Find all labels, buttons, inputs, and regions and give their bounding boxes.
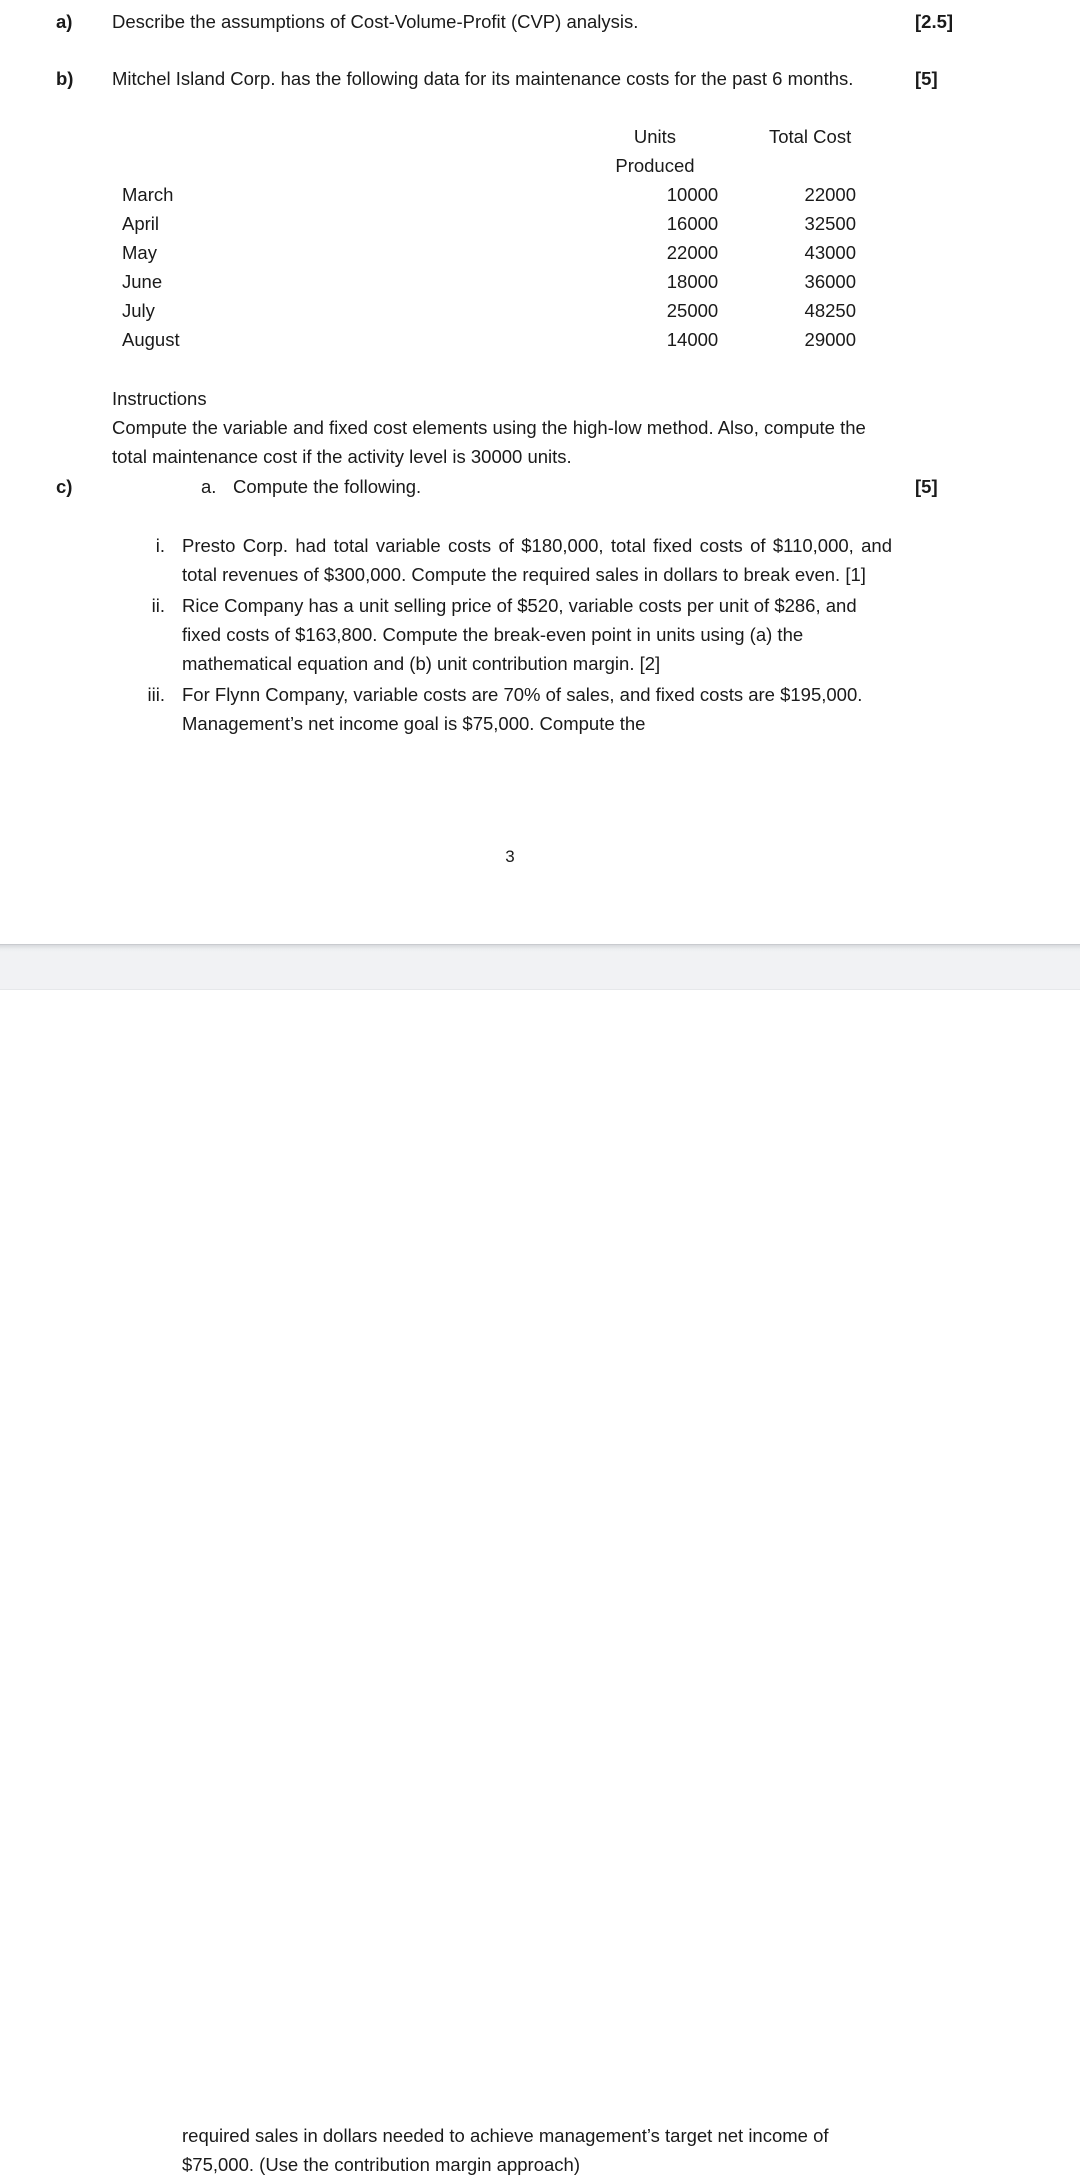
table-row — [112, 209, 872, 238]
list-item-text: For Flynn Company, variable costs are 70% of sales, and fixed costs are $195,000. Management’s net income goal is $75,000. Compute the — [182, 684, 863, 734]
cell-units-produced: 16000 — [666, 213, 719, 234]
list-item-numeral: iii. — [147, 684, 165, 705]
table-body — [112, 180, 872, 354]
list-item — [140, 531, 892, 589]
cell-units-produced: 18000 — [666, 271, 719, 292]
question-c-marks: [5] — [915, 476, 938, 497]
table-row — [112, 296, 872, 325]
question-a-row — [56, 7, 896, 36]
cell-total-cost: 36000 — [804, 271, 856, 292]
instructions-heading: Instructions — [112, 388, 207, 409]
maintenance-cost-table — [112, 122, 872, 354]
list-item-text: Rice Company has a unit selling price of $520, variable costs per unit of $286, and fixed costs of $163,800. Compute the break-even point in units using (a) the mathematical equation and (b) unit contribution margin. [2] — [182, 595, 857, 674]
table-row — [112, 180, 872, 209]
table-row — [112, 267, 872, 296]
question-a-text: Describe the assumptions of Cost-Volume-Profit (CVP) analysis. — [112, 11, 639, 32]
list-item-numeral: i. — [155, 535, 165, 556]
question-b-marker: b) — [56, 68, 74, 89]
instructions-text: Compute the variable and fixed cost elements using the high-low method. Also, compute the total maintenance cost if the activity level is 30000 units. — [112, 417, 866, 467]
list-item — [140, 680, 892, 738]
table-row — [112, 238, 872, 267]
instructions-block — [112, 384, 892, 471]
roman-numeral-list — [140, 531, 892, 740]
cell-total-cost: 48250 — [804, 300, 856, 321]
cell-total-cost: 43000 — [804, 242, 856, 263]
question-c-row — [56, 472, 896, 501]
cell-units-produced: 25000 — [666, 300, 719, 321]
column-header-units-line2: Produced — [615, 155, 695, 176]
page-sheet-one — [0, 0, 1080, 944]
column-header-units-line1: Units — [633, 126, 677, 147]
question-b-row — [56, 64, 896, 93]
continuation-text: required sales in dollars needed to achieve management’s target net income of $75,000. (Use the contribution margin approach) — [182, 2125, 829, 2175]
column-header-month — [112, 122, 592, 180]
cell-month: March — [122, 184, 174, 205]
cell-month: May — [122, 242, 157, 263]
cell-units-produced: 22000 — [666, 242, 719, 263]
table-row — [112, 325, 872, 354]
cell-month: August — [122, 329, 180, 350]
list-item — [140, 591, 892, 678]
question-b-text: Mitchel Island Corp. has the following data for its maintenance costs for the past 6 months. — [112, 68, 854, 89]
column-header-units-produced — [592, 122, 719, 180]
page-sheet-two — [0, 990, 1080, 2175]
question-c-sub-marker: a. — [201, 476, 217, 497]
cell-total-cost: 32500 — [804, 213, 856, 234]
list-item-numeral: ii. — [151, 595, 165, 616]
column-header-total-cost: Total Cost — [768, 126, 852, 147]
question-b-marks: [5] — [915, 68, 938, 89]
page-break-shadow — [0, 945, 1080, 952]
cell-total-cost: 29000 — [804, 329, 856, 350]
page-number: 3 — [505, 847, 515, 866]
table-header — [112, 122, 872, 180]
question-a-marks: [2.5] — [915, 11, 954, 32]
cell-total-cost: 22000 — [804, 184, 856, 205]
cell-month: June — [122, 271, 163, 292]
cell-units-produced: 10000 — [666, 184, 719, 205]
list-item-text: Presto Corp. had total variable costs of $180,000, total fixed costs of $110,000, and total revenues of $300,000. Compute the required sales in dollars to break even. [1] — [182, 535, 892, 585]
question-c-marker: c) — [56, 476, 73, 497]
cell-month: July — [122, 300, 155, 321]
table-header-row — [112, 122, 872, 180]
cell-month: April — [122, 213, 160, 234]
question-a-marker: a) — [56, 11, 73, 32]
cell-units-produced: 14000 — [666, 329, 719, 350]
question-c-text: Compute the following. — [233, 476, 422, 497]
page-break-separator — [0, 944, 1080, 990]
